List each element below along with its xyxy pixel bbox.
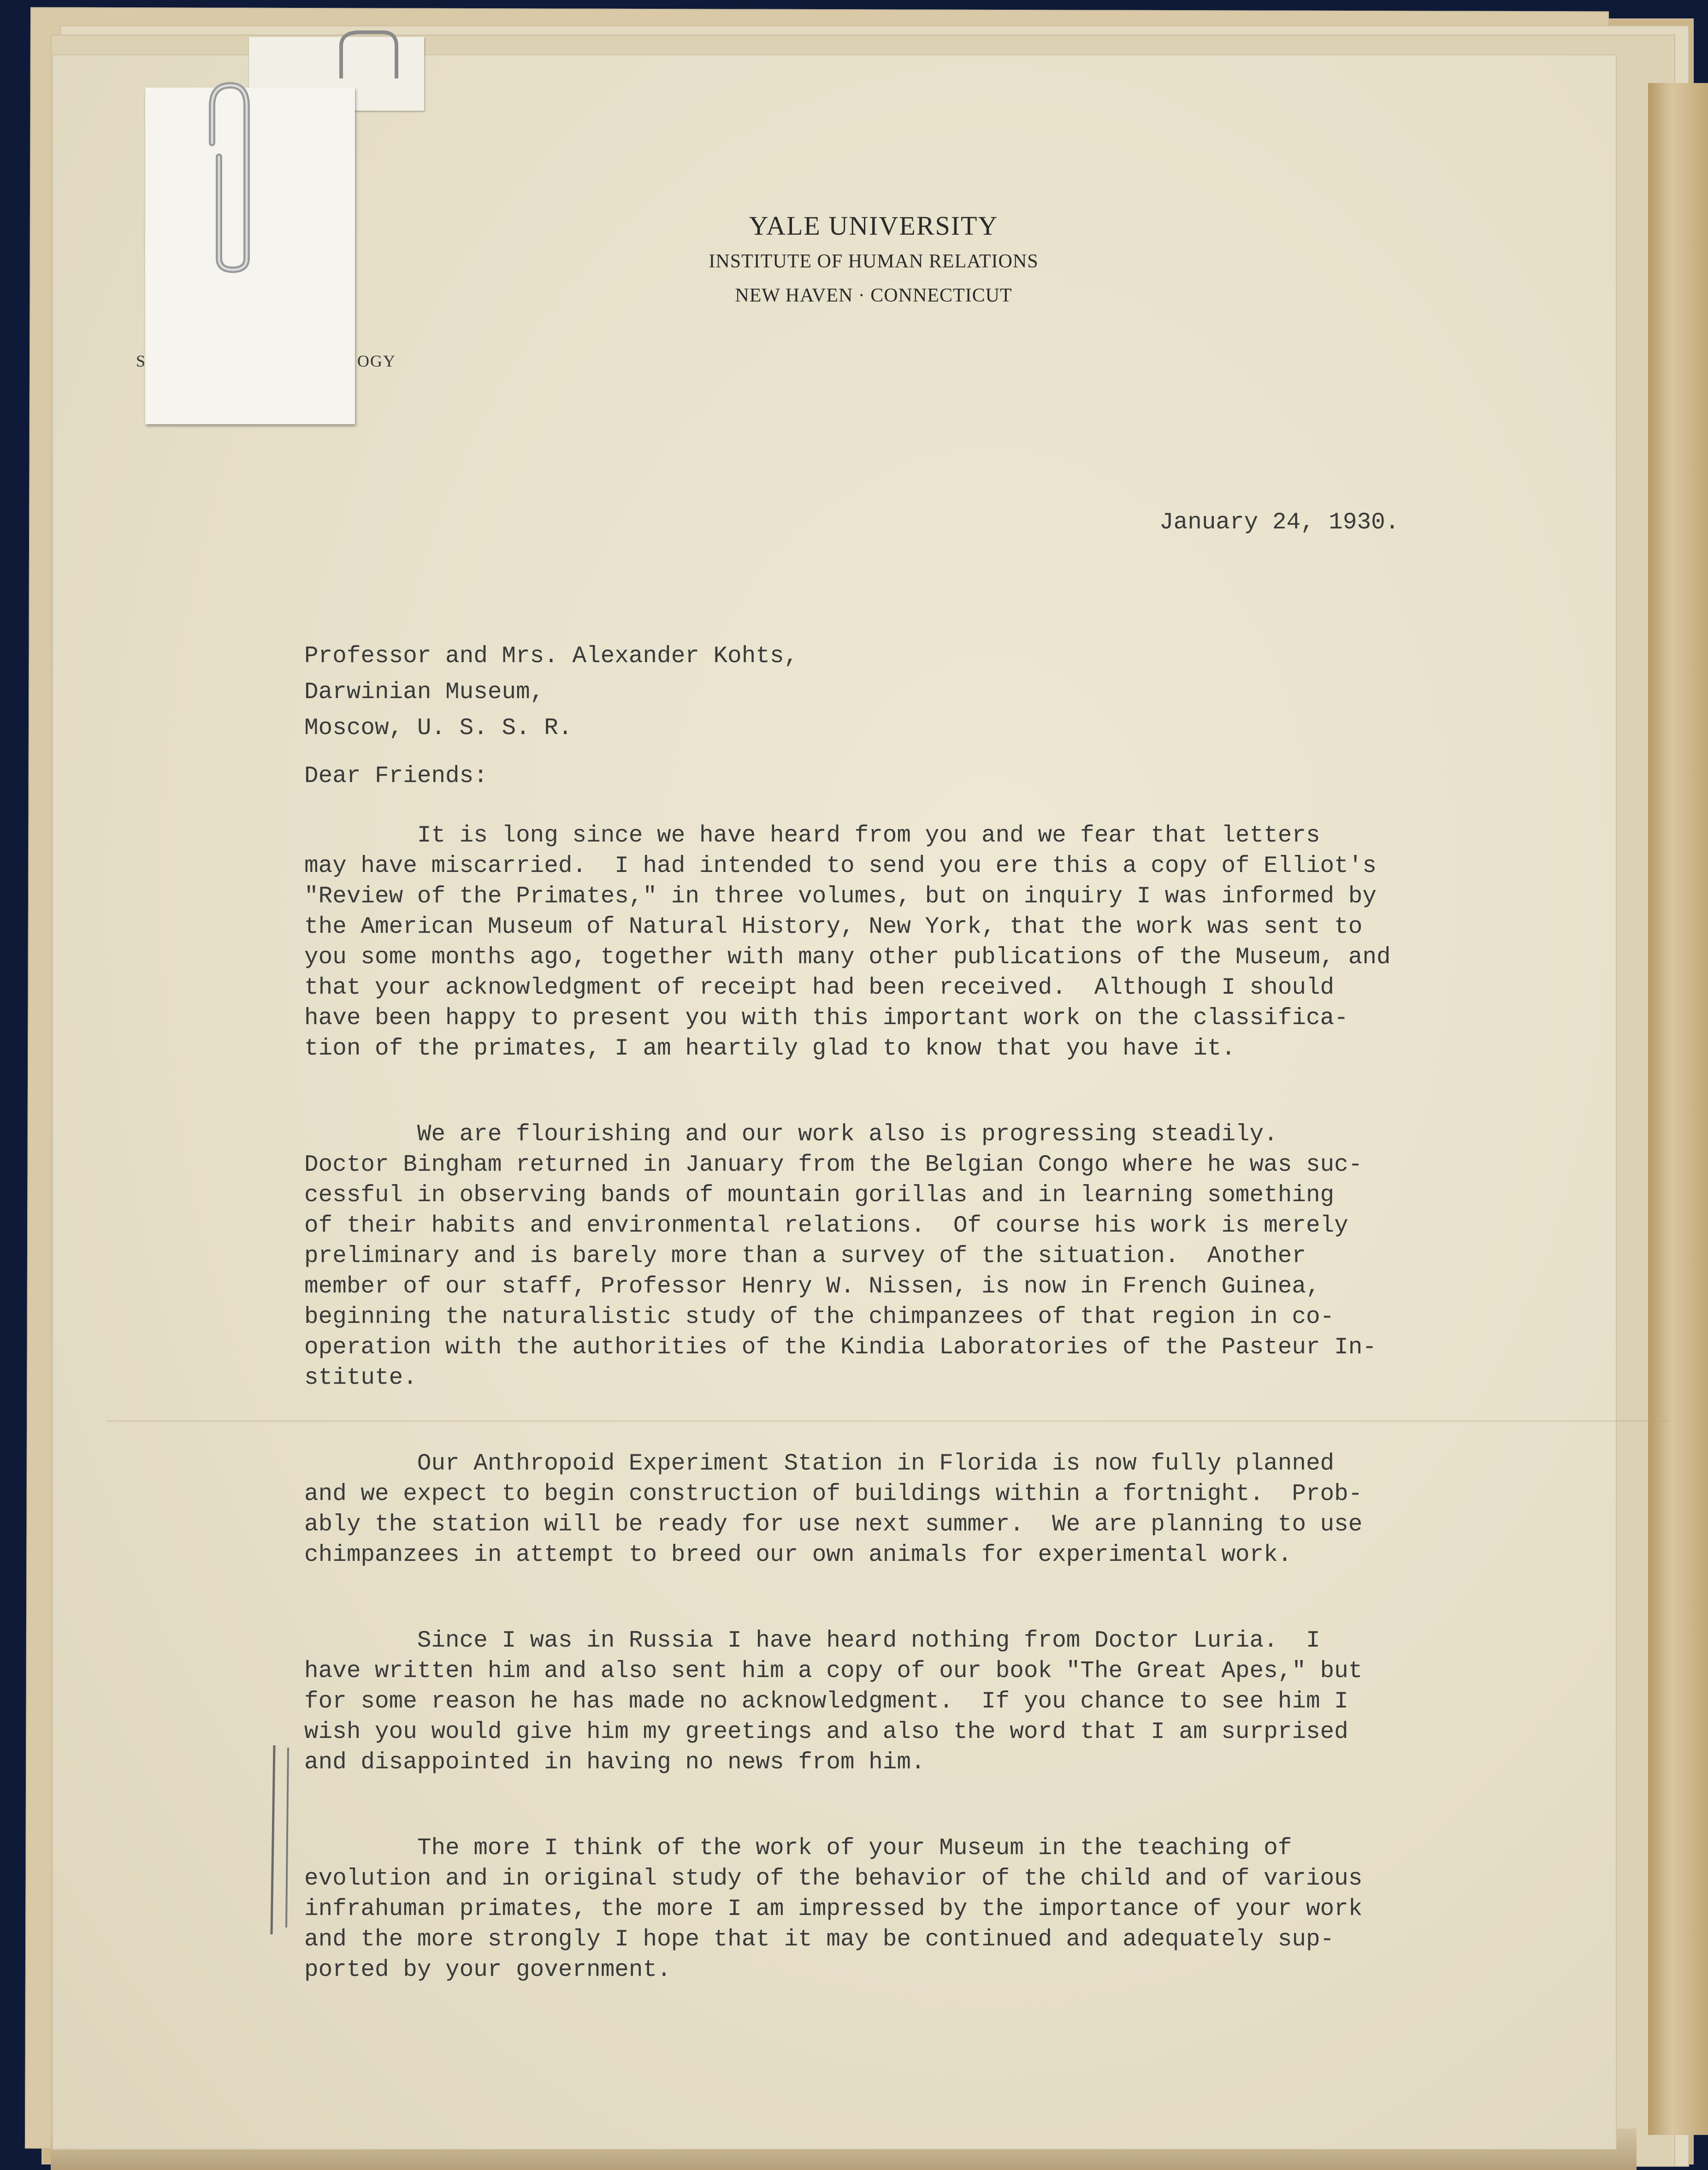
body-line: beginning the naturalistic study of the chimpanzees of that region in co- xyxy=(304,1304,1335,1330)
paragraph-4 xyxy=(304,1626,1503,1778)
body-line: stitute. xyxy=(304,1365,417,1391)
body-line: ported by your government. xyxy=(304,1957,671,1983)
body-line: have written him and also sent him a copy of our book "The Great Apes," but xyxy=(304,1658,1363,1684)
body-line: wish you would give him my greetings and also the word that I am surprised xyxy=(304,1719,1348,1745)
body-line: Our Anthropoid Experiment Station in Florida is now fully planned xyxy=(304,1451,1335,1477)
body-line: you some months ago, together with many other publications of the Museum, and xyxy=(304,944,1391,971)
department-fragment-right: OGY xyxy=(357,352,396,370)
body-line: evolution and in original study of the behavior of the child and of various xyxy=(304,1866,1363,1892)
body-line: that your acknowledgment of receipt had been received. Although I should xyxy=(304,975,1335,1001)
body-line: and we expect to begin construction of buildings within a fortnight. Prob- xyxy=(304,1481,1363,1507)
letter-date: January 24, 1930. xyxy=(1159,510,1400,536)
body-line: We are flourishing and our work also is progressing steadily. xyxy=(304,1121,1278,1148)
paper-clip-icon xyxy=(184,74,290,277)
salutation: Dear Friends: xyxy=(304,763,488,789)
body-line: "Review of the Primates," in three volumes, but on inquiry I was informed by xyxy=(304,883,1377,910)
department-fragment-left: S xyxy=(136,352,146,370)
body-line: for some reason he has made no acknowledgment. If you chance to see him I xyxy=(304,1689,1348,1715)
body-line: the American Museum of Natural History, New York, that the work was sent to xyxy=(304,914,1363,940)
body-line: have been happy to present you with this important work on the classifica- xyxy=(304,1005,1348,1032)
body-line: chimpanzees in attempt to breed our own animals for experimental work. xyxy=(304,1542,1292,1568)
body-line: of their habits and environmental relations. Of course his work is merely xyxy=(304,1213,1348,1239)
margin-line-icon xyxy=(265,1743,302,1937)
body-line: and the more strongly I hope that it may be continued and adequately sup- xyxy=(304,1927,1335,1953)
body-line: The more I think of the work of your Museum in the teaching of xyxy=(304,1835,1292,1862)
body-line: member of our staff, Professor Henry W. Nissen, is now in French Guinea, xyxy=(304,1274,1320,1300)
body-line: It is long since we have heard from you and we fear that letters xyxy=(304,823,1320,849)
paragraph-2 xyxy=(304,1120,1503,1393)
address-line: Moscow, U. S. S. R. xyxy=(304,715,573,741)
paper-stack-edge xyxy=(1648,83,1708,2135)
body-line: cessful in observing bands of mountain gorillas and in learning something xyxy=(304,1182,1335,1209)
body-line: ably the station will be ready for use next summer. We are planning to use xyxy=(304,1512,1363,1538)
body-line: and disappointed in having no news from him. xyxy=(304,1749,925,1776)
address-line: Professor and Mrs. Alexander Kohts, xyxy=(304,643,798,670)
body-line: may have miscarried. I had intended to send you ere this a copy of Elliot's xyxy=(304,853,1377,879)
address-line: Darwinian Museum, xyxy=(304,679,544,706)
letterhead xyxy=(629,208,1118,313)
letterhead-institute: INSTITUTE OF HUMAN RELATIONS xyxy=(709,251,1039,272)
paper-clip-icon xyxy=(332,28,401,83)
paragraph-1 xyxy=(304,821,1503,1064)
letterhead-location: NEW HAVEN · CONNECTICUT xyxy=(735,285,1012,306)
paragraph-3 xyxy=(304,1449,1503,1571)
body-line: infrahuman primates, the more I am impressed by the importance of your work xyxy=(304,1896,1363,1922)
recipient-address xyxy=(304,639,798,747)
letter-body xyxy=(304,821,1503,2041)
body-line: Doctor Bingham returned in January from the Belgian Congo where he was suc- xyxy=(304,1152,1363,1178)
body-line: preliminary and is barely more than a survey of the situation. Another xyxy=(304,1243,1306,1269)
body-line: Since I was in Russia I have heard nothing from Doctor Luria. I xyxy=(304,1628,1320,1654)
letterhead-university: YALE UNIVERSITY xyxy=(749,211,999,241)
body-line: operation with the authorities of the Kindia Laboratories of the Pasteur In- xyxy=(304,1334,1377,1361)
paragraph-5 xyxy=(304,1833,1503,1986)
body-line: tion of the primates, I am heartily glad to know that you have it. xyxy=(304,1036,1235,1062)
